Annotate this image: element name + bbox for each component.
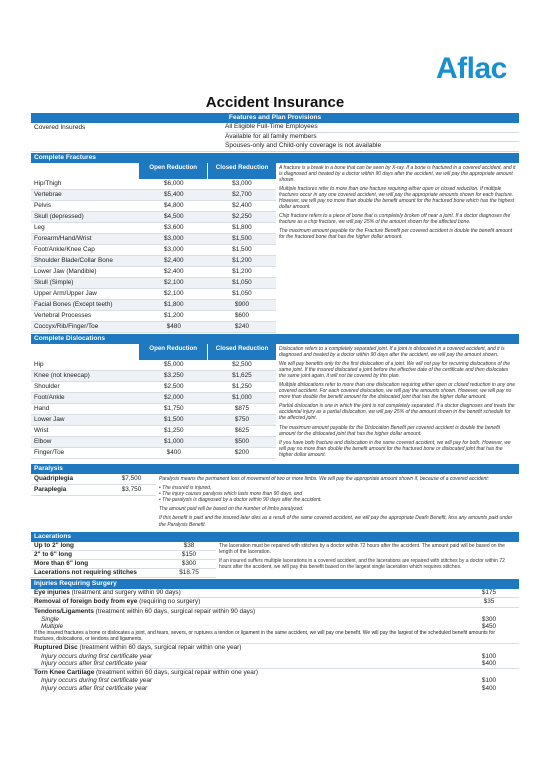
row-label: Finger/Toe [34, 448, 65, 456]
provisions-row [31, 123, 519, 152]
laceration-note: If an insured suffers multiple lacerations in a covered accident, and the lacerations are repaired with stitches by a doctor within 72 hours after the accident, we will pay this benefit based on the largest single laceration which requires stitches. [219, 557, 505, 570]
table-row: Eye injuries (treatment and surgery within 90 days) $175 [31, 589, 519, 599]
table-row [31, 212, 276, 223]
open-reduction-value: $1,000 [163, 437, 184, 445]
row-label: Foot/Ankle [34, 393, 65, 401]
table-row: Lacerations not requiring stitches $18.75 [31, 569, 216, 578]
table-row: Injury occurs during first certificate year $100 [41, 677, 497, 685]
dislocation-note: Multiple dislocations refer to more than one dislocation requiring either open or closed reduction in any one covered accident. For each covered dislocation, we will pay the amounts shown. However, we will pay no more than double the benefit amount for the dislocated joint that has the higher dollar amount. [279, 381, 515, 401]
open-reduction-value: $4,800 [163, 201, 184, 209]
dislocation-note: The maximum amount payable for the Dislocation Benefit per covered accident is double the benefit amount for the dislocated joint that has the higher dollar amount. [279, 424, 500, 437]
fractures-section [31, 163, 519, 333]
table-row [31, 311, 276, 322]
open-reduction-value: $1,250 [163, 426, 184, 434]
closed-reduction-value: $1,050 [232, 278, 252, 286]
col-closed-reduction: Closed Reduction [207, 163, 276, 179]
open-reduction-value: $1,200 [163, 311, 184, 319]
table-row: Injury occurs during first certificate year $100 [41, 652, 497, 660]
row-label: Elbow [34, 437, 52, 445]
provisions-lines [225, 123, 519, 151]
table-row [31, 190, 276, 201]
open-reduction-value: $400 [166, 448, 181, 456]
table-row: Multiple $450 [41, 623, 497, 631]
provision-line: Spouses-only and Child-only coverage is not available [225, 142, 382, 149]
open-reduction-value: $3,600 [163, 223, 184, 231]
open-reduction-value: $2,400 [163, 256, 184, 264]
dislocation-note: We will pay benefits only for the first dislocation of a joint. We will not pay for recurring dislocations of the same joint. If the insured dislocated a joint before the effective date of the certificate and then dislocates the same joint again, it will not be covered by this plan. [279, 360, 511, 379]
closed-reduction-value: $2,700 [232, 190, 252, 198]
row-label: Upper Arm/Upper Jaw [34, 289, 97, 297]
table-row: Injury occurs after first certificate year $400 [41, 660, 497, 668]
open-reduction-value: $5,000 [163, 360, 184, 368]
fracture-note: Multiple fractures refer to more than one fracture requiring either open or closed reduction. If multiple fractures occur in any one covered accident, we will pay the appropriate amounts shown for each fracture. However, we will pay no more than double the benefit amount for the fractured bone which has the highest dollar amount. [279, 185, 515, 211]
fractures-notes [276, 163, 519, 333]
row-label: Vertebrae [34, 190, 62, 198]
open-reduction-value: $4,500 [163, 212, 184, 220]
open-reduction-value: $3,250 [163, 371, 184, 379]
row-label: Knee (not kneecap) [34, 371, 90, 379]
table-row: More than 6" long $300 [31, 560, 216, 569]
col-closed-reduction: Closed Reduction [207, 344, 276, 360]
col-open-reduction: Open Reduction [139, 163, 207, 179]
row-label: Foot/Ankle/Knee Cap [34, 245, 95, 253]
table-row [31, 267, 276, 278]
table-row: Single $300 [41, 616, 497, 624]
fractures-header: Complete Fractures [31, 153, 519, 163]
table-row [31, 448, 276, 459]
closed-reduction-value: $1,050 [232, 289, 252, 297]
row-label: Forearm/Hand/Wrist [34, 234, 92, 242]
row-label: Facial Bones (Except teeth) [34, 300, 113, 308]
table-row [31, 360, 276, 371]
closed-reduction-value: $200 [234, 448, 250, 456]
fracture-note: Chip fracture refers to a piece of bone that is completely broken off near a joint. If a doctor diagnoses the fracture as a chip fracture, we will pay 25% of the amount shown for the affected bone. [279, 213, 511, 226]
open-reduction-value: $2,400 [163, 267, 184, 275]
provision-line: Available for all family members [225, 133, 519, 143]
closed-reduction-value: $2,500 [232, 360, 252, 368]
table-row: Torn Knee Cartilage (treatment within 60 days, surgical repair within one year) [34, 668, 259, 676]
lacerations-header: Lacerations [31, 532, 519, 542]
table-row [31, 415, 276, 426]
row-label: Shoulder Blade/Collar Bone [34, 256, 113, 264]
closed-reduction-value: $240 [234, 322, 250, 330]
closed-reduction-value: $1,800 [232, 223, 252, 231]
open-reduction-value: $1,800 [163, 300, 184, 308]
table-row [31, 201, 276, 212]
table-row [31, 234, 276, 245]
table-row [31, 393, 276, 404]
surgery-section [31, 589, 519, 693]
table-row [31, 278, 276, 289]
closed-reduction-value: $1,200 [232, 256, 252, 264]
closed-reduction-value: $600 [234, 311, 250, 319]
open-reduction-value: $2,100 [163, 289, 184, 297]
table-row [31, 485, 156, 496]
row-label: Lower Jaw [34, 415, 65, 423]
row-label: Shoulder [34, 382, 60, 390]
row-label: Coccyx/Rib/Finger/Toe [34, 322, 99, 330]
row-value: $7,500 [121, 475, 142, 482]
row-label: Leg [34, 223, 45, 231]
dislocation-note: Partial dislocation is one in which the joint is not completely separated. If a doctor diagnoses and treats the accidental injury as a partial dislocation, we will pay 25% of the amount shown in the benefit schedule for the affected joint. [279, 403, 515, 422]
paralysis-bullet: • The injury causes paralysis which lasts more than 90 days, and [159, 491, 303, 498]
paralysis-section [31, 474, 519, 530]
open-reduction-value: $2,500 [163, 382, 184, 390]
table-row [31, 404, 276, 415]
open-reduction-value: $2,100 [163, 278, 184, 286]
closed-reduction-value: $2,400 [232, 201, 252, 209]
row-label: Vertebral Processes [34, 311, 92, 319]
closed-reduction-value: $1,000 [232, 393, 252, 401]
row-label: Lower Jaw (Mandible) [34, 267, 97, 275]
covered-insureds-label: Covered Insureds [34, 124, 86, 131]
closed-reduction-value: $1,200 [232, 267, 252, 275]
dislocation-note: If you have both fracture and dislocation in the same covered accident, we will pay for both. However, we will pay no more than double the benefit amount for the fractured bone or dislocated joint that has the higher dollar amount. [279, 439, 511, 458]
table-row: Removal of foreign body from eye (requiring no surgery) $35 [31, 598, 519, 608]
dislocations-header: Complete Dislocations [31, 334, 519, 344]
table-row [31, 256, 276, 267]
open-reduction-value: $6,000 [163, 179, 184, 187]
paralysis-bullet: • The paralysis is diagnosed by a doctor within 90 days after the accident. [159, 497, 322, 504]
table-row [31, 426, 276, 437]
row-label: Skull (depressed) [34, 212, 84, 220]
provisions-header: Features and Plan Provisions [31, 113, 519, 123]
aflac-logo: Aflac [436, 52, 507, 85]
table-row [31, 179, 276, 190]
paralysis-note: The amount paid will be based on the number of limbs paralyzed. [159, 506, 304, 513]
closed-reduction-value: $500 [234, 437, 250, 445]
table-row: Up to 2" long $38 [31, 542, 216, 551]
table-row: 2" to 6" long $150 [31, 551, 216, 560]
row-label: Skull (Simple) [34, 278, 74, 286]
table-row [31, 474, 156, 485]
table-row [31, 300, 276, 311]
row-label: Quadriplegia [34, 475, 74, 482]
lacerations-section [31, 542, 519, 578]
open-reduction-value: $1,750 [163, 404, 184, 412]
paralysis-notes [156, 474, 519, 530]
fractures-table [31, 163, 276, 333]
closed-reduction-value: $3,000 [232, 179, 252, 187]
tendons-note: If the insured fractures a bone or dislocates a joint, and tears, severs, or ruptures a tendon or ligament in the same accident, we will pay one benefit. We will pay the largest of the scheduled benefit amounts for fractures, dislocations, or tendons and ligaments. [34, 630, 495, 643]
disc-block [31, 644, 519, 669]
table-row: Injury occurs after first certificate year $400 [41, 684, 497, 692]
closed-reduction-value: $875 [234, 404, 250, 412]
cartilage-block [31, 669, 519, 693]
closed-reduction-value: $625 [234, 426, 250, 434]
row-label: Paraplegia [34, 486, 67, 493]
open-reduction-value: $3,000 [163, 245, 184, 253]
row-label: Wrist [34, 426, 49, 434]
row-value: $3,750 [121, 486, 142, 493]
open-reduction-value: $480 [166, 322, 181, 330]
dislocations-table [31, 344, 276, 464]
table-row [31, 322, 276, 333]
closed-reduction-value: $2,250 [232, 212, 252, 220]
open-reduction-value: $1,500 [163, 415, 184, 423]
closed-reduction-value: $1,250 [232, 382, 252, 390]
table-row: Ruptured Disc (treatment within 60 days, surgical repair within one year) [34, 644, 242, 652]
row-label: Hand [34, 404, 50, 412]
open-reduction-value: $3,000 [163, 234, 184, 242]
provision-line: All Eligible Full-Time Employees [225, 123, 519, 133]
table-row [31, 437, 276, 448]
dislocations-notes [276, 344, 519, 464]
col-open-reduction: Open Reduction [139, 344, 207, 360]
lacerations-notes [216, 542, 519, 578]
surgery-header: Injuries Requiring Surgery [31, 579, 519, 589]
dislocations-section [31, 344, 519, 464]
laceration-note: The laceration must be repaired with stitches by a doctor within 72 hours after the accident. The amount paid will be based on the length of the laceration. [219, 542, 505, 555]
table-row [31, 382, 276, 393]
row-label: Hip/Thigh [34, 179, 62, 187]
dislocations-col-headers [31, 344, 276, 360]
page-title: Accident Insurance [205, 94, 345, 111]
paralysis-bullet: • The insured is injured, [159, 485, 212, 492]
paralysis-note: If this benefit is paid and the insured later dies as a result of the same covered accident, we will pay the appropriate Death Benefit, less any amounts paid under the Paralysis Benefit. [159, 515, 513, 528]
closed-reduction-value: $1,625 [232, 371, 252, 379]
closed-reduction-value: $1,500 [232, 234, 252, 242]
table-row: Tendons/Ligaments (treatment within 60 days, surgical repair within 90 days) [34, 607, 256, 615]
row-label: Hip [34, 360, 44, 368]
open-reduction-value: $2,000 [163, 393, 184, 401]
closed-reduction-value: $750 [234, 415, 250, 423]
table-row [31, 289, 276, 300]
fracture-note: The maximum amount payable for the Fracture Benefit per covered accident is double the benefit amount for the fractured bone that has the higher dollar amount. [279, 228, 513, 241]
paralysis-header: Paralysis [31, 464, 519, 474]
fracture-note: A fracture is a break in a bone that can be seen by X-ray. If a bone is fractured in a covered accident, and it is diagnosed and treated by a doctor within 90 days after the accident, we will pay the appropriate amount shown. [279, 164, 516, 183]
closed-reduction-value: $1,500 [232, 245, 252, 253]
table-row [31, 245, 276, 256]
paralysis-table [31, 474, 156, 530]
paralysis-intro: Paralysis means the permanent loss of movement of two or more limbs. We will pay the appropriate amount shown if, because of a covered accident: [159, 476, 490, 482]
closed-reduction-value: $900 [234, 300, 250, 308]
document-body [31, 113, 519, 692]
lacerations-table [31, 542, 216, 578]
fractures-col-headers [31, 163, 276, 179]
row-label: Pelvis [34, 201, 52, 209]
table-row [31, 371, 276, 382]
table-row [31, 223, 276, 234]
tendons-block [31, 608, 519, 645]
open-reduction-value: $5,400 [163, 190, 184, 198]
dislocation-note: Dislocation refers to a completely separated joint. If a joint is dislocated in a covered accident, and it is diagnosed and treated by a doctor within 90 days after the accident, we will pay the amount shown. [279, 345, 505, 358]
